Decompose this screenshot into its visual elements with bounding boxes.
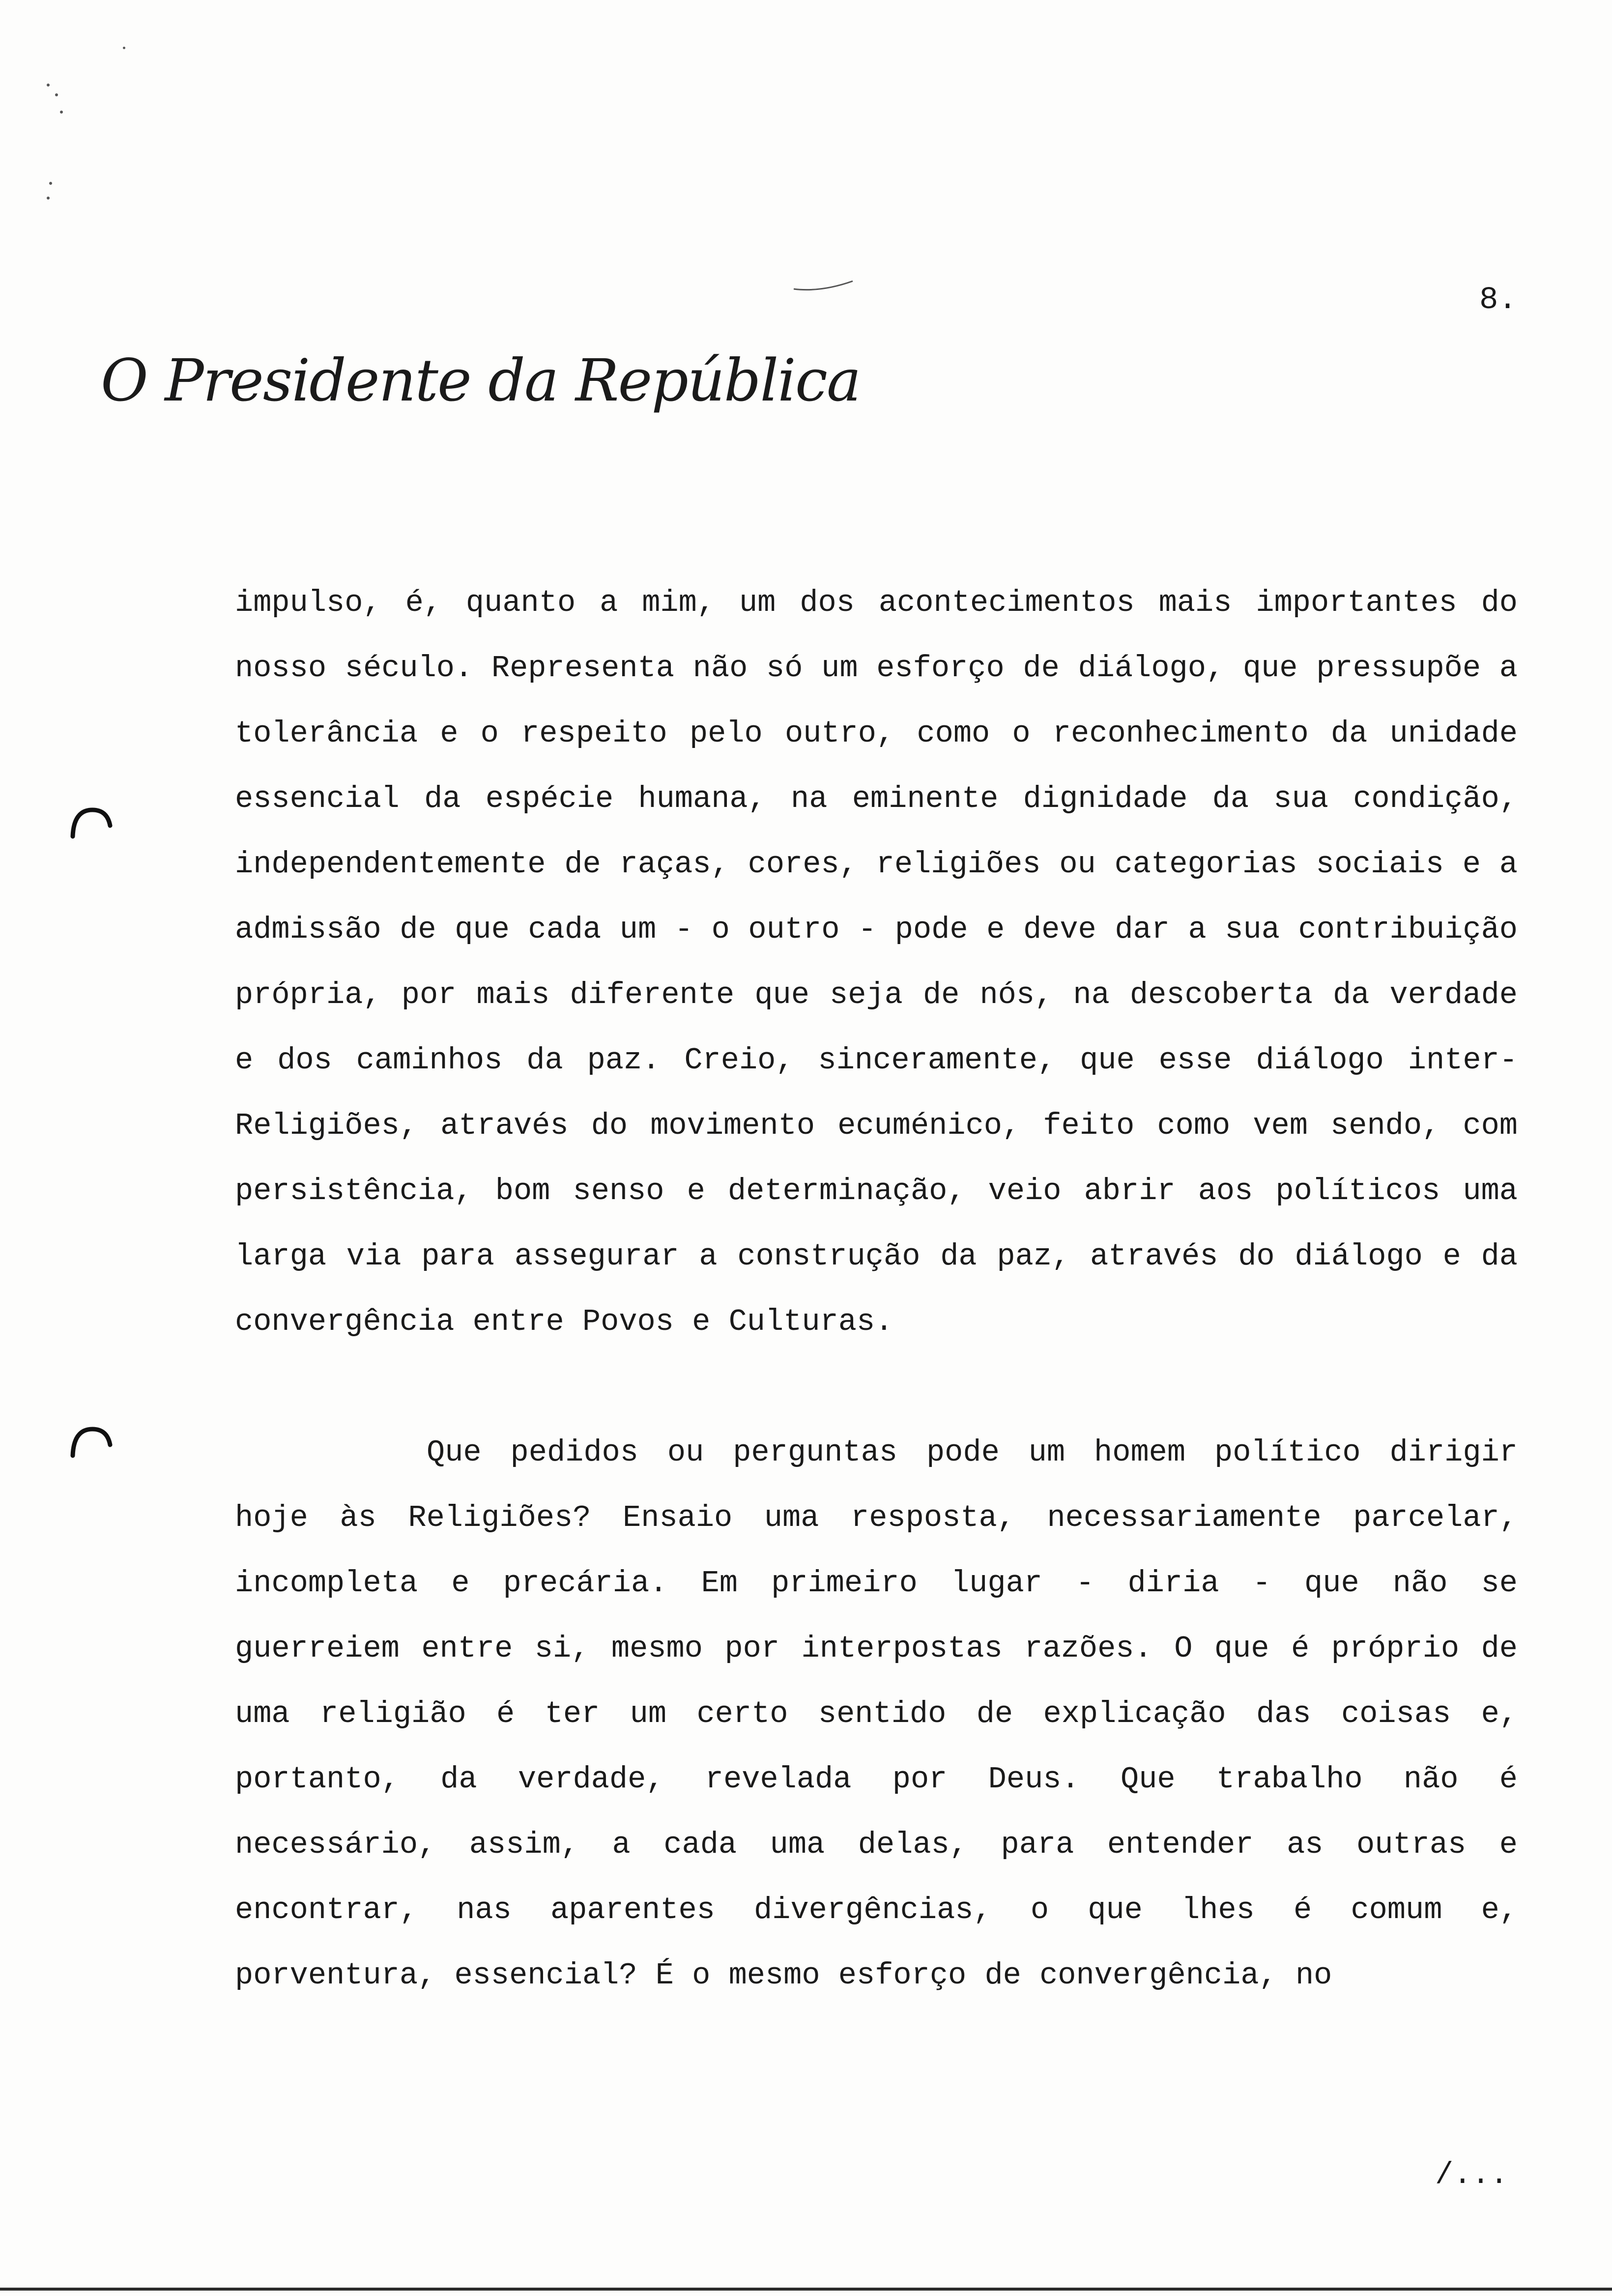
paragraph-2: Que pedidos ou perguntas pode um homem político dirigir hoje às Religiões? Ensaio uma resposta, necessariamente parcelar, incompleta e precária. Em primeiro lugar - diria - que não se guerreiem entre si, mesmo por interpostas razões. O que é próprio de uma religião é ter um certo sentido de explicação das coisas e, portanto, da verdade, revelada por Deus. Que trabalho não é necessário, assim, a cada uma delas, para entender as outras e encontrar, nas aparentes divergências, o que lhes é comum e, porventura, essencial? É o mesmo esforço de convergência, no <box>235 1435 1518 1993</box>
punch-hole-icon <box>69 1425 113 1460</box>
page-number: 8. <box>1479 283 1517 318</box>
scan-speck <box>60 111 63 114</box>
punch-hole-icon <box>69 806 113 840</box>
scan-speck <box>47 197 50 200</box>
bottom-rule <box>0 2288 1612 2291</box>
body-text <box>235 570 1518 2008</box>
paragraph-1: impulso, é, quanto a mim, um dos acontecimentos mais importantes do nosso século. Representa não só um esforço de diálogo, que pressupõe a tolerância e o respeito pelo outro, como o reconhecimento da unidade essencial da espécie humana, na eminente dignidade da sua condição, independentemente de raças, cores, religiões ou categorias sociais e a admissão de que cada um - o outro - pode e deve dar a sua contribuição própria, por mais diferente que seja de nós, na descoberta da verdade e dos caminhos da paz. Creio, sinceramente, que esse diálogo inter-Religiões, através do movimento ecuménico, feito como vem sendo, com persistência, bom senso e determinação, veio abrir aos políticos uma larga via para assegurar a construção da paz, através do diálogo e da convergência entre Povos e Culturas. <box>235 585 1518 1339</box>
scan-speck <box>47 84 50 86</box>
scan-speck <box>49 182 52 185</box>
continuation-mark: /... <box>1435 2157 1508 2192</box>
scan-speck <box>123 47 125 49</box>
letterhead: O Presidente da República <box>101 346 861 414</box>
scan-speck <box>55 93 58 96</box>
pen-mark-icon <box>791 275 855 295</box>
